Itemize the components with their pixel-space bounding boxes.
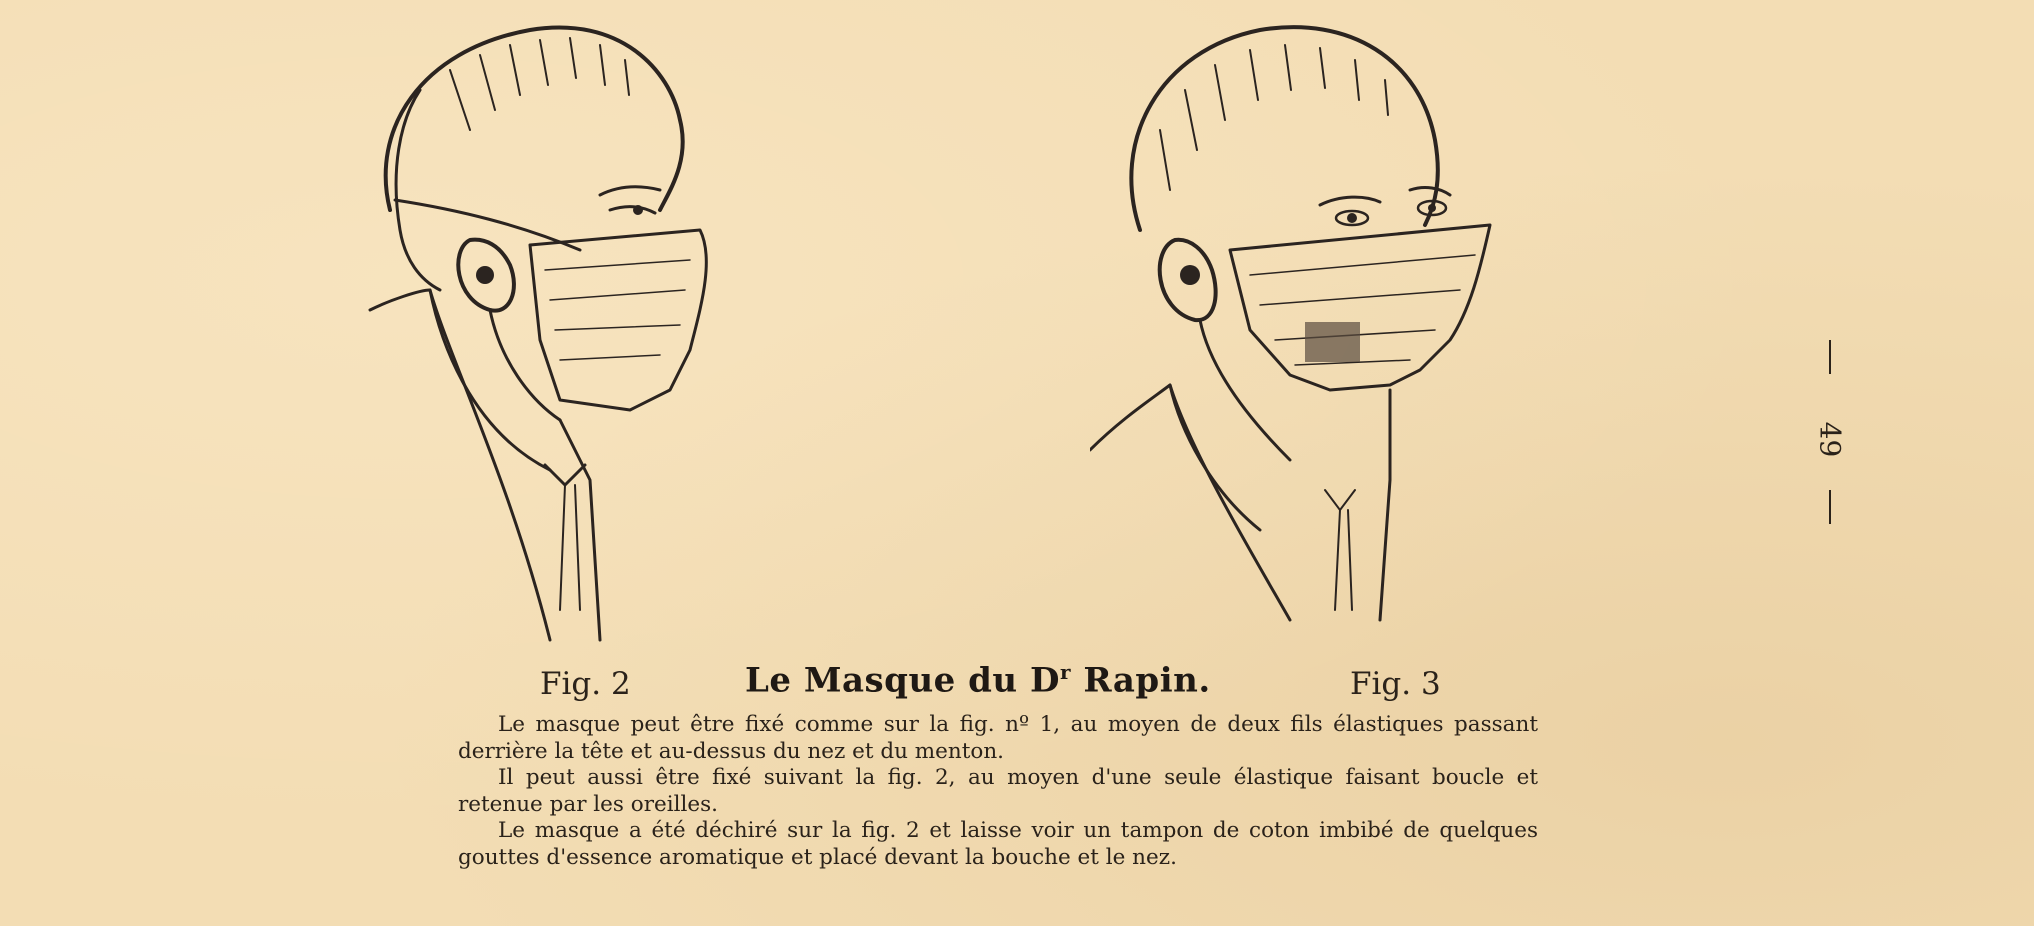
page-number-value: 49: [1813, 421, 1847, 458]
page-number-bottom-dash: [1829, 490, 1831, 524]
paragraph: Le masque a été déchiré sur la fig. 2 et laisse voir un tampon de coton imbibé de quelques gouttes d'essence aromatique et placé devant la bouche et le nez.: [458, 818, 1538, 870]
caption-title-end: Rapin.: [1071, 660, 1211, 701]
paragraph: Il peut aussi être fixé suivant la fig. 2, au moyen d'une seule élastique faisant boucle et retenue par les oreilles.: [458, 765, 1538, 817]
figure-3-illustration: [1090, 10, 1650, 630]
figure-3-label: Fig. 3: [1350, 666, 1441, 702]
caption-title-main: Le Masque du D: [745, 660, 1060, 701]
caption-title-superscript: r: [1059, 660, 1072, 684]
caption-row: [540, 660, 1460, 710]
body-text: [458, 712, 1538, 871]
page-number-top-dash: [1829, 340, 1831, 374]
page-number: [1810, 340, 1850, 540]
paragraph: Le masque peut être fixé comme sur la fig. nº 1, au moyen de deux fils élastiques passant derrière la tête et au-dessus du nez et du menton.: [458, 712, 1538, 764]
figure-2-illustration: [360, 10, 920, 650]
figure-3-drawing: [1090, 10, 1650, 630]
figure-2-drawing: [360, 10, 920, 650]
figure-2-label: Fig. 2: [540, 666, 631, 702]
caption-title: [745, 660, 1211, 700]
